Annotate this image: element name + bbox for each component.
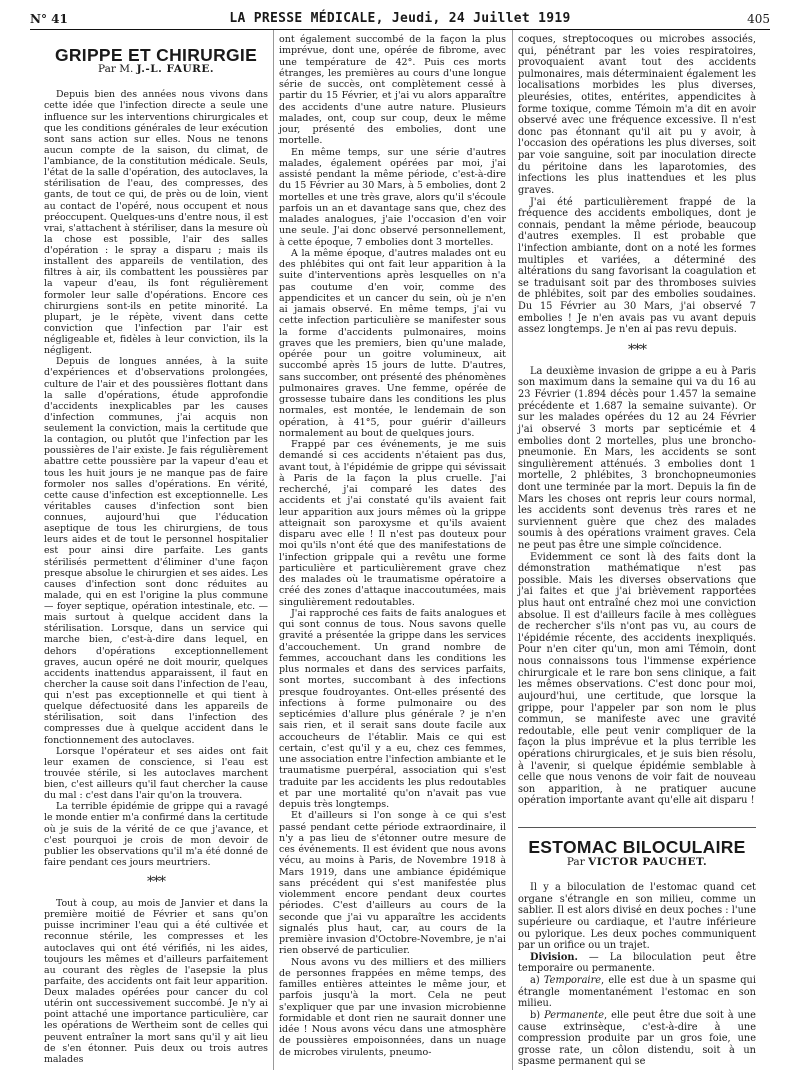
item-term: Temporaire: [543, 975, 602, 987]
column-rule: [273, 30, 274, 1070]
paragraph: En même temps, sur une série d'autres malades, également opérées par moi, j'ai assisté pendant la même période, c'est-à-dire du 15 Février au 30 Mars, à 5 embolies, dont 2 mortelles et une très grave, alors qu'il s'écoule parfois un an et davantage sans que, chez des malades analogues, j'aie l'occasion d'en voir une seule. J'ai donc observé personnellement, à cette époque, 7 embolies dont 3 mortelles.: [279, 146, 506, 248]
paragraph: Depuis bien des années nous vivons dans cette idée que l'infection directe a seule une influence sur les interventions chirurgicales et que les conditions générales de leur exécution sont sans action sur elles. Nous ne tenons aucun compte de la saison, du climat, de l'ambiance, de la constitution médicale. Seuls, l'état de la salle d'opération, des autoclaves, la stérilisation de l'eau, des compresses, des gants, de tout ce qui, de près ou de loin, vient au contact de l'opéré, nous occupent et nous préoccupent. Quelques-uns d'entre nous, il est vrai, s'attachent à stériliser, dans la mesure où la chose est possible, l'air des salles d'opération : le spray a disparu ; mais ils installent des appareils de ventilation, des filtres à air, ils combattent les poussières par la vapeur d'eau, ils font régulièrement formoler leur salle d'opérations. Encore ces chirurgiens sont-ils en petite minorité. La plupart, je le répète, vivent dans cette conviction que l'infection par l'air est négligeable et, fidèles à leur conviction, ils la négligent.: [44, 89, 268, 357]
column-rule: [512, 30, 513, 1070]
subheading: Division.: [530, 951, 578, 963]
paragraph: ont également succombé de la façon la plus imprévue, dont une, opérée de fibrome, avec une température de 42°. Puis ces morts étranges, les premières au cours d'une longue série de succès, ont complètement cessé à partir du 15 Février, et j'ai vu alors apparaître des accidents d'une autre nature. Plusieurs malades, ont, coup sur coup, deux le même jour, présenté des embolies, dont une mortelle.: [279, 34, 506, 147]
paragraph: Lorsque l'opérateur et ses aides ont fait leur examen de conscience, si l'eau est trouvée stérile, si les autoclaves marchent bien, c'est ailleurs qu'il faut chercher la cause du mal : c'est dans l'air qu'on la trouvera.: [44, 745, 268, 802]
paragraph: La terrible épidémie de grippe qui a ravagé le monde entier m'a confirmé dans la certitude où je suis de la vérité de ce que j'avance, et c'est pourquoi je crois de mon devoir de publier les observations qu'il m'a été donné de faire pendant ces jours meurtriers.: [44, 801, 268, 868]
author-name: VICTOR PAUCHET.: [588, 855, 708, 868]
page-number: 405: [747, 12, 770, 26]
paragraph: Tout à coup, au mois de Janvier et dans la première moitié de Février et sans qu'on puisse incriminer l'eau qui a été cultivée et reconnue stérile, les compresses et les autoclaves qui ont été vérifiés, ni les aides, toujours les mêmes et d'ailleurs parfaitement au courant des règles de l'asepsie la plus parfaite, des accidents ont fait leur apparition. Deux malades opérées pour cancer du col utérin ont successivement succombé. Je n'y ai point attaché une importance particulière, car les opérations de Wertheim sont de celles qui peuvent entraîner la mort sans qu'il y ait lieu de s'en étonner. Puis deux ou trois autres malades: [44, 898, 268, 1065]
paragraph: Et d'ailleurs si l'on songe à ce qui s'est passé pendant cette période extraordinaire, il n'y a pas lieu de s'étonner outre mesure de ces événements. Il est évident que nous avons vécu, au moins à Paris, de Novembre 1918 à Mars 1919, dans une ambiance épidémique sans précédent qui s'est manifestée plus violemment encore pendant deux courtes périodes. C'est d'ailleurs au cours de la seconde que j'ai vu apparaître les accidents signalés plus haut, car, au cours de la première invasion d'Octobre-Novembre, je n'ai rien observé de particulier.: [279, 810, 506, 957]
paragraph: coques, streptocoques ou microbes associés, qui, pénétrant par les voies respiratoires, provoquaient avant tout des accidents pulmonaires, mais déterminaient également les localisations morbides les plus diverses, pleurésies, otites, entérites, appendicites à forme toxique, comme Témoin m'a dit en avoir observé avec une fréquence excessive. Il n'est donc pas étonnant qu'il ait pu y avoir, à l'occasion des opérations les plus diverses, soit par voie sanguine, soit par inoculation directe du péritoine dans les laparotomies, des infections les plus inattendues et les plus graves.: [518, 34, 756, 196]
page-header: [30, 4, 770, 30]
paragraph: Il y a biloculation de l'estomac quand cet organe s'étrangle en son milieu, comme un sablier. Il est alors divisé en deux poches : l'une supérieure ou cardiaque, et l'autre inférieure ou pylorique. Les deux poches communiquent par un orifice ou un trajet.: [518, 882, 756, 952]
column-1: [44, 34, 268, 1065]
author-name: J.-L. FAURE.: [136, 63, 215, 76]
column-3: [518, 34, 756, 1068]
paragraph: A la même époque, d'autres malades ont eu des phlébites qui ont fait leur apparition à la suite d'interventions après lesquelles on n'a pas coutume d'en voir, comme des appendicites et un cancer du sein, où je n'en ai jamais observé. En même temps, j'ai vu cette infection particulière se manifester sous la forme d'accidents pulmonaires, moins graves que les premiers, bien qu'une malade, opérée pour un goitre volumineux, ait succombé après 15 jours de lutte. D'autres, sans succomber, ont présenté des phénomènes pulmonaires graves. Une femme, opérée de grossesse tubaire dans les conditions les plus normales, est montée, le lendemain de son opération, à 41°5, pour guérir d'ailleurs normalement au bout de quelques jours.: [279, 247, 506, 439]
article-title: GRIPPE ET CHIRURGIE: [54, 45, 258, 65]
column-2: [279, 34, 506, 1058]
paragraph: La deuxième invasion de grippe a eu à Paris son maximum dans la semaine qui va du 16 au 23 Février (1.894 décès pour 1.457 la semaine précédente et 1.687 la semaine suivante). Or sur les malades opérées du 12 au 24 Février j'ai observé 3 morts par septicémie et 4 embolies dont 2 mortelles, plus une broncho-pneumonie. En Mars, les accidents se sont singulièrement atténués. 3 embolies dont 1 mortelle, 2 phlébites, 3 bronchopneumonies dont une terminée par la mort. Depuis la fin de Mars les choses ont repris leur cours normal, les accidents sont devenus très rares et ne surviennent guère que chez des malades soumis à des opérations vraiment graves. Cela ne peut pas être une simple coïncidence.: [518, 365, 756, 551]
item-term: Permanente: [544, 1009, 604, 1021]
paragraph: Evidemment ce sont là des faits dont la démonstration mathématique n'est pas possible. Mais les diverses observations que j'ai faites et que j'ai brièvement rapportées plus haut ont entraîné chez moi une conviction absolue. Il est d'ailleurs facile à mes collègues de rechercher s'ils n'ont pas vu, au cours de l'épidémie récente, des accidents inexpliqués. Pour n'en citer qu'un, mon ami Témoin, dont nous connaissons tous l'immense expérience chirurgicale et le rare bon sens clinique, a fait les mêmes observations. C'est donc pour moi, aujourd'hui, une certitude, que lorsque la grippe, pour l'appeler par son nom le plus commun, se manifeste avec une gravité redoutable, elle peut venir compliquer de la façon la plus imprévue et la plus terrible les opérations chirurgicales, et je suis bien résolu, à l'avenir, si quelque épidémie semblable à celle que nous venons de voir fait de nouveau son apparition, à ne pratiquer aucune opération importante avant qu'elle ait disparu !: [518, 551, 756, 807]
division-text: — La biloculation peut être temporaire ou permanente.: [518, 951, 756, 975]
paragraph: [518, 975, 756, 1010]
section-stars: ***: [628, 341, 646, 358]
paragraph: [518, 952, 756, 975]
item-text: , elle peut être due soit à une cause extrinsèque, c'est-à-dire à une compression produite par un gros foie, une grosse rate, un côlon distendu, soit à un spasme permanent qui se: [518, 1009, 756, 1068]
paragraph: Nous avons vu des milliers et des milliers de personnes frappées en même temps, des familles entières atteintes le même jour, et parfois jusqu'à la mort. Cela ne peut s'expliquer que par une invasion microbienne formidable et dont rien ne saurait donner une idée ! Nous avons vécu dans une atmosphère de poussières empoisonnées, dans un nuage de microbes virulents, pneumo-: [279, 956, 506, 1058]
article-separator: [518, 827, 756, 828]
article-title: ESTOMAC BILOCULAIRE: [528, 837, 746, 857]
byline: [518, 857, 756, 869]
item-label: b): [530, 1009, 545, 1021]
paragraph: Frappé par ces événements, je me suis demandé si ces accidents n'étaient pas dus, avant tout, à l'épidémie de grippe qui sévissait à Paris de la façon la plus cruelle. J'ai recherché, j'ai comparé les dates des accidents et j'ai constaté qu'ils avaient fait leur apparition aux jours mêmes où la grippe atteignait son paroxysme et qu'ils avaient disparu avec elle ! Il n'est pas douteux pour moi qu'ils n'ont été que des manifestations de l'infection grippale qui a revêtu une forme particulière et particulièrement grave chez des malades où le traumatisme opératoire a créé des zones d'attaque inaccoutumées, mais singulièrement redoutables.: [279, 439, 506, 608]
paragraph: J'ai été particulièrement frappé de la fréquence des accidents emboliques, dont je connais, pendant la même période, beaucoup d'autres exemples. Il est probable que l'infection ambiante, dont on a noté les formes multiples et variées, a déterminé des altérations du sang favorisant la coagulation et se traduisant soit par des thromboses suivies de phlébites, soit par des embolies soudaines. Du 15 Février au 30 Mars, j'ai observé 7 embolies ! Je n'en avais pas vu avant depuis assez longtemps. Je n'en ai pas revu depuis.: [518, 196, 756, 336]
journal-title: LA PRESSE MÉDICALE, Jeudi, 24 Juillet 1919: [229, 11, 571, 26]
paragraph: [518, 1010, 756, 1068]
issue-number: N° 41: [30, 12, 68, 26]
byline-prefix: Par M.: [97, 63, 137, 76]
byline: [44, 64, 268, 75]
item-text: , elle est due à un spasme qui étrangle momentanément l'estomac en son milieu.: [518, 975, 756, 1010]
paragraph: Depuis de longues années, à la suite d'expériences et d'observations prolongées, culture de l'air et des poussières flottant dans la salle d'opérations, étude approfondie d'accidents inexplicables par les causes d'infection communes, j'ai acquis non seulement la conviction, mais la certitude que la contagion, ou plutôt que l'infection par les poussières de l'air existe. Je fais régulièrement abattre cette poussière par la vapeur d'eau et tous les huit jours je ne manque pas de faire formoler nos salles d'opérations. En vérité, cette cause d'infection est exceptionnelle. Les véritables causes d'infection sont bien connues, aujourd'hui que l'éducation aseptique de tous les chirurgiens, de tous leurs aides et de tout le personnel hospitalier est pour ainsi dire parfaite. Les gants stérilisés permettent d'éliminer d'une façon presque absolue le chirurgien et ses aides. Les causes d'infection sont donc réduites au malade, qui en est l'origine la plus commune — foyer septique, opération intestinale, etc. — mais surtout à quelque accident dans la stérilisation. Lorsque, dans un service qui marche bien, c'est-à-dire dans lequel, en dehors d'opérations exceptionnellement graves, aucun opéré ne doit mourir, quelques accidents inattendus apparaissent, il faut en chercher la cause soit dans l'infection de l'eau, qui n'est pas exceptionnelle et qui tient à quelque défectuosité dans les appareils de stérilisation, soit dans l'infection des compresses due à quelque accident dans le fonctionnement des autoclaves.: [44, 356, 268, 746]
section-stars: ***: [147, 874, 165, 890]
item-label: a): [530, 975, 544, 987]
paragraph: J'ai rapproché ces faits de faits analogues et qui sont connus de tous. Nous savons quelle gravité a présentée la grippe dans les services d'accouchement. Un grand nombre de femmes, accouchant dans les conditions les plus normales et dans des services parfaits, sont mortes, succombant à des infections presque foudroyantes. Ont-elles présenté des infections à forme pulmonaire ou des septicémies d'allure plus générale ? je n'en sais rien, et il serait sans doute facile aux accoucheurs de l'établir. Mais ce qui est certain, c'est qu'il y a eu, chez ces femmes, une association entre l'infection ambiante et le traumatisme puerpéral, association qui s'est traduite par les accidents les plus redoutables et par une mortalité qu'on n'avait pas vue depuis très longtemps.: [279, 607, 506, 810]
byline-prefix: Par: [566, 855, 589, 868]
